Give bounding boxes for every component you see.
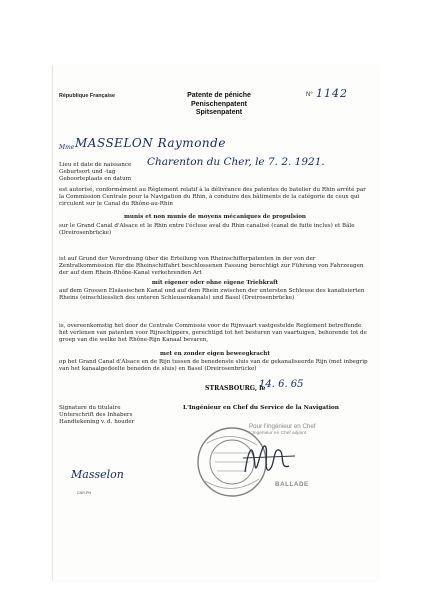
birth-value: Charenton du Cher, le 7. 2. 1921. [147,156,325,168]
birth-label-de: Geburtsort und -tag [59,169,116,175]
sig-holder-nl: Handtekening v. d. houder [59,419,135,425]
sig-holder-fr: Signature du titulaire [59,405,121,411]
birth-label-nl: Geboorteplaats en datum [59,176,132,182]
holder-signature-label [59,405,134,426]
title-block [169,92,269,118]
text-nl: is, overeenkomstig het door de Centrale Commissie voor de Rijnvaart vastgestelde Reglement betreffende het verlenen van patenten voor Rijnschippers, gerechtigd tot het besturen van vaartuigen, behorende tot de groep van die welke het Rhône-Rijn Kanaal bevaren, [59,323,367,344]
text-fr: est autorisé, conformément au Règlement relatif à la délivrance des patentes de batelier du Rhin arrêté par la Commission Centrale pour la Navigation du Rhin, à conduire des bâtiments de la catégorie de ceux qui circulent sur le Canal du Rhône-au-Rhin [59,187,366,208]
republic-label: République Française [59,93,116,99]
text-fr-2: sur le Grand Canal d'Alsace et le Rhin entre l'écluse aval du Rhin canalisé (canal de fuite inclus) et Bâle (Dreirosenbrücke) [59,223,355,237]
sig-holder-de: Unterschrift des Inhabers [59,412,133,418]
stamp-line-1: Pour l'Ingénieur en Chef [249,423,316,430]
holder-name: MASSELON Raymonde [75,136,226,150]
text-de: ist auf Grund der Verordnung über die Erteilung von Rheinschifferpatenten in der von der Zentralkommission für die Rheinschiffahrt beschlossenen Fassung berechtigt zur Führung von Fahrzeugen der auf dem Rhein-Rhône-Kanal verkehrenden Art [59,256,364,277]
permit-sheet [52,66,378,581]
title-nl: Spitsenpatent [195,109,243,117]
engineer-title: L'Ingénieur en Chef du Service de la Navigation [183,405,340,411]
text-nl-sub: met en zonder eigen beweegkracht [160,351,270,357]
print-code: CNR-PN [77,491,91,495]
place-label: STRASBOURG, le [205,385,266,392]
holder-signature: Masselon [71,468,124,481]
stamp-line-2: L'Ingénieur en Chef adjoint [249,431,307,437]
text-fr-sub: munis et non munis de moyens mécaniques de propulsion [123,214,306,220]
birth-label-fr: Lieu et date de naissance [59,162,132,168]
text-de-sub: mit eigener oder ohne eigene Triebkraft [151,280,279,286]
text-de-2: auf dem Grossen Elsässischen Kanal und auf dem Rhein zwischen der untersten Schleuse des kanalisierten Rheins (einschliesslich des unteren Schleusenkanals) und Basel (Dreirosenbrücke) [59,288,365,302]
issue-date: 14. 6. 65 [259,379,304,390]
title-de: Penischenpatent [190,100,247,108]
engineer-signature [239,436,299,480]
text-nl-2: op het Grand Canal d'Alsace en de Rijn tussen de benedenste sluis van de gekanaliseerde Rijn (met inbegrip van het kanaalgedeelte beneden de sluis) en Basel (Dreirosenbrücke) [59,359,368,373]
permit-number: 1142 [316,87,348,100]
birth-label-block [59,162,131,183]
holder-salutation: Mme [59,144,75,151]
permit-number-prefix: N° [306,92,313,98]
stamp-name: BALLADE [275,481,309,488]
title-fr: Patente de péniche [187,92,251,99]
